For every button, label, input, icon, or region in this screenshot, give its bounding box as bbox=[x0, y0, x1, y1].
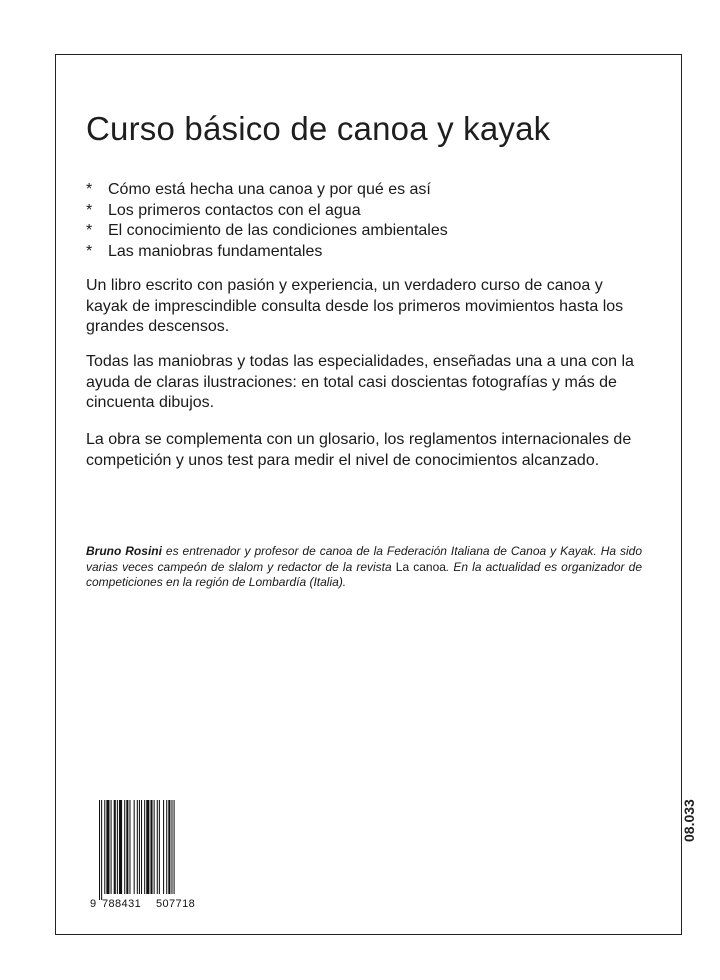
barcode-digits-right: 507718 bbox=[156, 898, 196, 910]
barcode-bars bbox=[88, 800, 216, 910]
description-paragraph: La obra se complementa con un glosario, los reglamentos internacionales de competición y unos test para medir el nivel de conocimientos alcanzado. bbox=[86, 431, 632, 469]
feature-item: * Las maniobras fundamentales bbox=[86, 242, 448, 263]
feature-item: * El conocimiento de las condiciones ambientales bbox=[86, 221, 448, 242]
author-bio: Bruno Rosini es entrenador y profesor de canoa de la Federación Italiana de Canoa y Kayak. Ha sido varias veces campeón de slalom y redactor de la revista La canoa. En la actualidad es organizador de competiciones en la región de Lombardía (Italia). bbox=[86, 544, 643, 589]
catalog-code: 08.033 bbox=[681, 799, 697, 842]
feature-item: * Cómo está hecha una canoa y por qué es así bbox=[86, 180, 448, 201]
barcode-lead-digit: 9 bbox=[90, 898, 97, 910]
magazine-title: La canoa bbox=[395, 559, 446, 574]
bullet-marker: * bbox=[86, 222, 93, 239]
feature-list bbox=[86, 180, 448, 262]
bullet-marker: * bbox=[86, 201, 93, 219]
bullet-marker: * bbox=[86, 181, 93, 198]
barcode-digits-left: 788431 bbox=[102, 898, 142, 910]
book-title: Curso básico de canoa y kayak bbox=[86, 110, 551, 147]
author-name: Bruno Rosini bbox=[86, 544, 162, 558]
feature-item: * Los primeros contactos con el agua bbox=[86, 201, 448, 222]
isbn-barcode bbox=[88, 800, 216, 910]
bullet-marker: * bbox=[86, 242, 93, 260]
description-paragraph: Un libro escrito con pasión y experiencia, un verdadero curso de canoa y kayak de imprescindible consulta desde los primeros movimientos hasta los grandes descensos. bbox=[86, 277, 624, 335]
description-paragraph: Todas las maniobras y todas las especialidades, enseñadas una a una con la ayuda de claras ilustraciones: en total casi doscientas fotografías y más de cincuenta dibujos. bbox=[86, 353, 634, 411]
